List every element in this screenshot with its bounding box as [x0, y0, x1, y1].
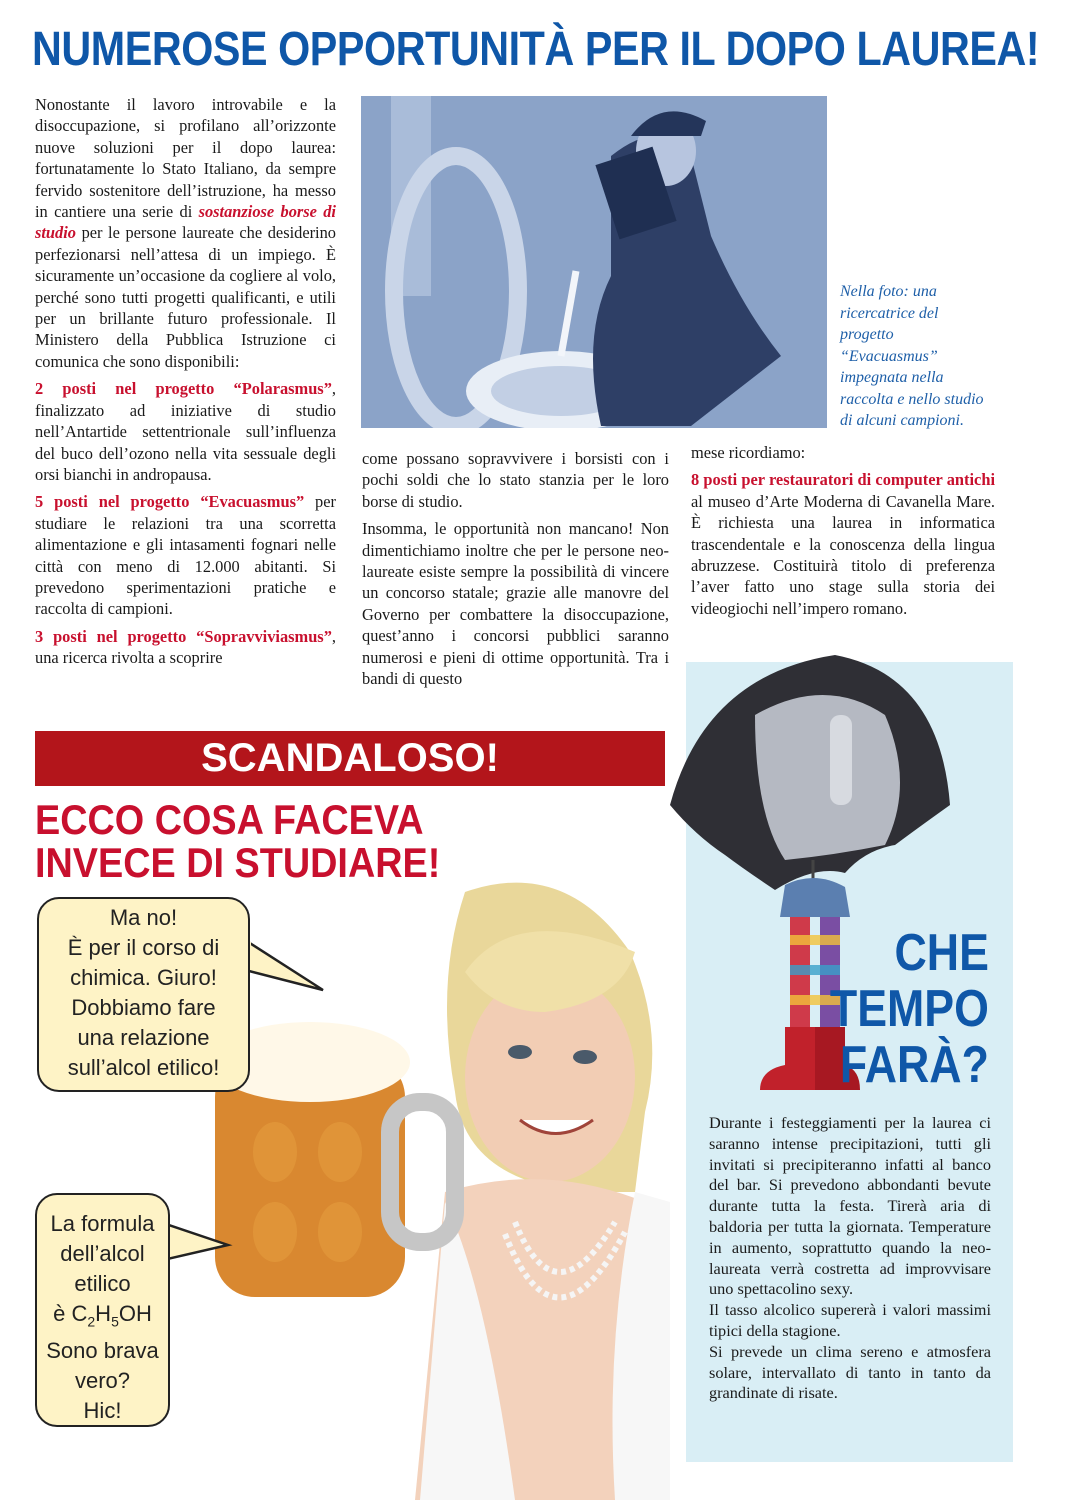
col2-paragraph-2: Insomma, le opportunità non mancano! Non dimentichiamo inoltre che per le persone neo-laureate esiste sempre la possibilità di vincere un concorso statale; grazie alle manovre del Governo per combattere la disoccupazione, quest’anno i concorsi pubblici saranno numerosi e pieni di ottime opportunità. Tra i bandi di questo: [362, 519, 669, 689]
page-headline: NUMEROSE OPPORTUNITÀ PER IL DOPO LAUREA!: [32, 23, 1040, 76]
bubble1-line: sull’alcol etilico!: [67, 1055, 220, 1080]
project-polarasmus: [35, 378, 336, 485]
panel-title-line: FARÀ?: [839, 1036, 989, 1094]
article-column-2: [362, 448, 669, 695]
speech-bubble-1-tail: [245, 930, 325, 1000]
project-label: 5 posti nel progetto “Evacuasmus”: [35, 492, 305, 512]
weather-paragraph-3: Si prevede un clima sereno e atmosfera solare, intervallato di tanto in tanto da grandinate di risate.: [709, 1341, 991, 1403]
scandaloso-banner: SCANDALOSO!: [35, 731, 665, 786]
bubble1-line: Dobbiamo fare: [71, 995, 216, 1020]
bubble2-formula: è $C_2H_5OH$: [53, 1301, 152, 1330]
bubble1-line: È per il corso di: [67, 935, 220, 960]
subheadline-line-1: ECCO COSA FACEVA: [35, 796, 424, 843]
col2-paragraph-1: come possano sopravvivere i borsisti con i pochi soldi che lo stato stanzia per le loro borse di studio.: [362, 449, 669, 511]
photo-caption: Nella foto: una ricercatrice del progetto “Evacuasmus” impegnata nella raccolta e nello studio di alcuni campioni.: [840, 283, 984, 429]
project-label: 8 posti per restauratori di computer antichi: [691, 470, 995, 490]
panel-title-line: TEMPO: [829, 980, 989, 1038]
panel-title-line: CHE: [894, 924, 989, 982]
subheadline-line-2: INVECE DI STUDIARE!: [35, 839, 441, 886]
article-column-3: [691, 442, 995, 625]
intro-paragraph: [35, 94, 336, 372]
intro-text: Nonostante il lavoro introvabile e la disoccupazione, si profilano all’orizzonte nuove soluzioni per il dopo laurea: fortunatamente lo Stato Italiano, da sempre fervido sostenitore dell’istruzione, ha messo in cantiere una serie di: [35, 95, 336, 222]
bubble1-line: una relazione: [77, 1025, 210, 1050]
col3-paragraph-1: mese ricordiamo:: [691, 443, 806, 462]
article-column-1: [35, 94, 336, 675]
project-label: 2 posti nel progetto “Polarasmus”: [35, 379, 332, 399]
project-sopravviviasmus: [35, 626, 336, 669]
bubble1-line: Ma no!: [109, 905, 178, 930]
speech-bubble-1: [37, 897, 250, 1092]
bubble2-line: etilico: [74, 1271, 131, 1296]
project-text: , una ricerca rivolta a scoprire: [35, 626, 336, 668]
weather-panel-title: [830, 925, 989, 1093]
bubble2-line: dell’alcol: [60, 1241, 145, 1266]
project-evacuasmus: [35, 491, 336, 619]
research-photo-illustration: [361, 96, 827, 428]
speech-bubble-2: [35, 1193, 170, 1427]
bubble1-line: chimica. Giuro!: [70, 965, 217, 990]
research-photo: [361, 96, 827, 428]
intro-text-cont: per le persone laureate che desiderino perfezionarsi nell’attesa di un impiego. È sicuramente un’occasione da cogliere al volo, perché sono tutti progetti qualificanti, e utili per un brillante futuro professionale. Il Ministero della Pubblica Istruzione ci comunica che sono disponibili:: [35, 223, 336, 371]
project-text: per studiare le relazioni tra una scorretta alimentazione e gli intasamenti fognari nelle città con meno di 12.000 abitanti. Si prevedono sperimentazioni pratiche e raccolta di campioni.: [35, 492, 336, 619]
highlight-borse-di-studio: sostanziose borse di studio: [35, 202, 336, 243]
project-text: al museo d’Arte Moderna di Cavanella Mare. È richiesta una laurea in informatica trascendentale e la conoscenza della lingua abruzzese. Costituirà titolo di preferenza l’aver fatto uno stage sulla storia dei videogiochi nell’impero romano.: [691, 491, 995, 618]
project-text: , finalizzato ad iniziative di studio nell’Antartide settentrionale sull’influenza del buco dell’ozono nella vita sessuale degli orsi bianchi in andropausa.: [35, 379, 336, 484]
bubble2-line: Hic!: [83, 1398, 122, 1424]
bubble2-line: Sono brava: [46, 1338, 159, 1364]
weather-panel-text: [709, 1113, 991, 1404]
project-restauratori: [691, 469, 995, 619]
weather-paragraph-2: Il tasso alcolico supererà i valori massimi tipici della stagione.: [709, 1300, 991, 1340]
weather-paragraph-1: Durante i festeggiamenti per la laurea ci saranno intense precipitazioni, tutti gli invitati si precipiteranno infatti al banco del bar. Si prevedono abbondanti bevute durante tutta la festa. Tirerà aria di baldoria per tutta la giornata. Temperature in aumento, soprattutto quando la neo-laureata verrà costretta ad improvvisare uno spettacolino sexy.: [709, 1113, 991, 1299]
project-label: 3 posti nel progetto “Sopravviviasmus”: [35, 626, 332, 646]
bubble2-line: La formula: [50, 1211, 155, 1236]
speech-bubble-2-tail: [163, 1215, 233, 1275]
bubble2-line: vero?: [74, 1368, 131, 1394]
